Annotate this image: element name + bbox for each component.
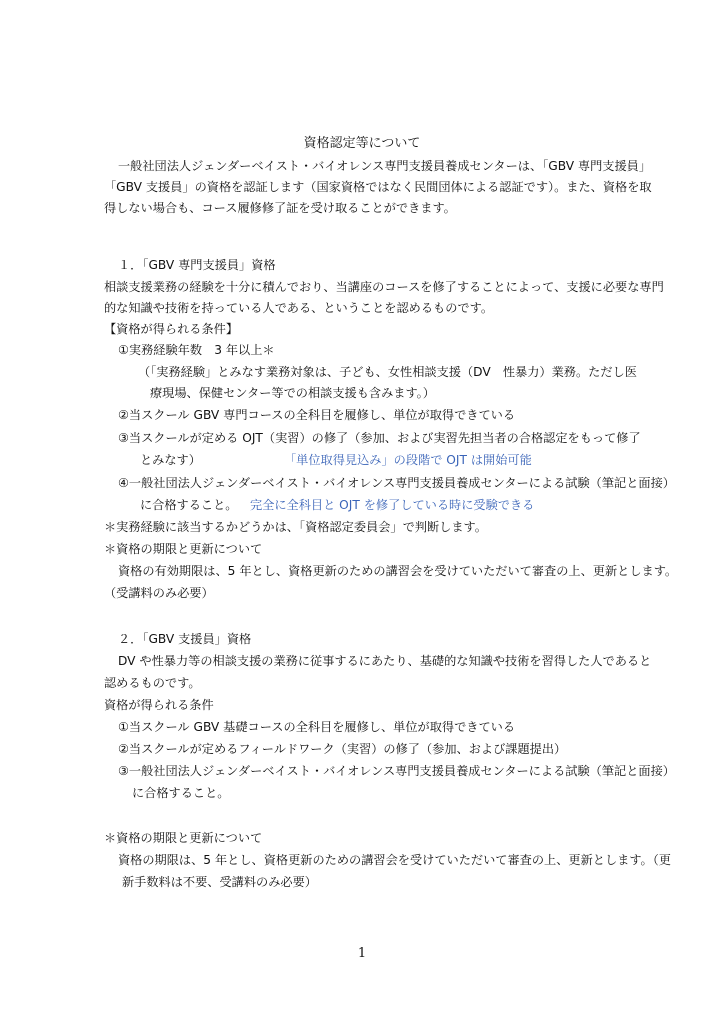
section2-renewal-line-2: 新手数料は不要、受講料のみ必要） [122, 875, 317, 889]
section2-renewal-line-1: 資格の期限は、5 年とし、資格更新のための講習会を受けていただいて審査の上、更新とします。（更 [118, 853, 671, 867]
section2-condition-2: ②当スクールが定めるフィールドワーク（実習）の修了（参加、および課題提出） [118, 742, 567, 756]
section1-renewal-line-2: （受講料のみ必要） [104, 586, 214, 600]
section1-condition-4-note: 完全に全科目と OJT を修了している時に受験できる [250, 498, 535, 512]
page-title: 資格認定等について [303, 136, 421, 151]
section1-note-renewal: ＊資格の期限と更新について [104, 542, 263, 556]
section2-heading: ２．「GBV 支援員」資格 [118, 632, 252, 646]
section1-desc-1: 相談支援業務の経験を十分に積んでおり、当講座のコースを修了することによって、支援に必要な専門 [104, 280, 664, 294]
intro-line-2: 「GBV 支援員」の資格を認証します（国家資格ではなく民間団体による認証です）。また、資格を取 [104, 180, 652, 194]
section2-conditions-heading: 資格が得られる条件 [104, 698, 214, 712]
section1-condition-3-note: 「単位取得見込み」の段階で OJT は開始可能 [284, 453, 532, 467]
page-number: 1 [357, 946, 367, 961]
section2-note-renewal: ＊資格の期限と更新について [104, 831, 263, 845]
section1-desc-2: 的な知識や技術を持っている人である、ということを認めるものです。 [104, 301, 494, 315]
section2-condition-1: ①当スクール GBV 基礎コースの全科目を履修し、単位が取得できている [118, 720, 516, 734]
section1-conditions-heading: 【資格が得られる条件】 [104, 322, 239, 336]
section2-condition-3-line-1: ③一般社団法人ジェンダーベイスト・バイオレンス専門支援員養成センターによる試験（筆記と面接） [118, 764, 675, 778]
intro-line-1: 一般社団法人ジェンダーベイスト・バイオレンス専門支援員養成センターは、「GBV 専門支援員」 [118, 159, 652, 173]
section1-condition-1: ①実務経験年数 3 年以上＊ [118, 343, 275, 357]
section1-condition-2: ②当スクール GBV 専門コースの全科目を履修し、単位が取得できている [118, 408, 516, 422]
section1-condition-1-note-1: （「実務経験」とみなす業務対象は、子ども、女性相談支援（DV 性暴力）業務。ただし医 [138, 365, 637, 379]
section2-condition-3-line-2: に合格すること。 [132, 786, 230, 800]
section1-note-experience: ＊実務経験に該当するかどうかは、「資格認定委員会」で判断します。 [104, 520, 487, 534]
intro-line-3: 得しない場合も、コース履修修了証を受け取ることができます。 [104, 201, 456, 215]
section1-condition-4-line-1: ④一般社団法人ジェンダーベイスト・バイオレンス専門支援員養成センターによる試験（筆記と面接） [118, 476, 675, 490]
section2-desc-1: DV や性暴力等の相談支援の業務に従事するにあたり、基礎的な知識や技術を習得した人であると [118, 654, 652, 668]
section1-condition-3-line-1: ③当スクールが定める OJT（実習）の修了（参加、および実習先担当者の合格認定をもって修了 [118, 431, 641, 445]
section1-condition-4-line-2: に合格すること。 [140, 498, 238, 512]
section1-renewal-line-1: 資格の有効期限は、5 年とし、資格更新のための講習会を受けていただいて審査の上、更新とします。 [118, 564, 678, 578]
section2-desc-2: 認めるものです。 [104, 676, 201, 690]
section1-heading: １．「GBV 専門支援員」資格 [118, 258, 276, 272]
section1-condition-3-line-2: とみなす） [140, 453, 201, 467]
section1-condition-1-note-2: 療現場、保健センター等での相談支援も含みます。） [150, 386, 435, 400]
